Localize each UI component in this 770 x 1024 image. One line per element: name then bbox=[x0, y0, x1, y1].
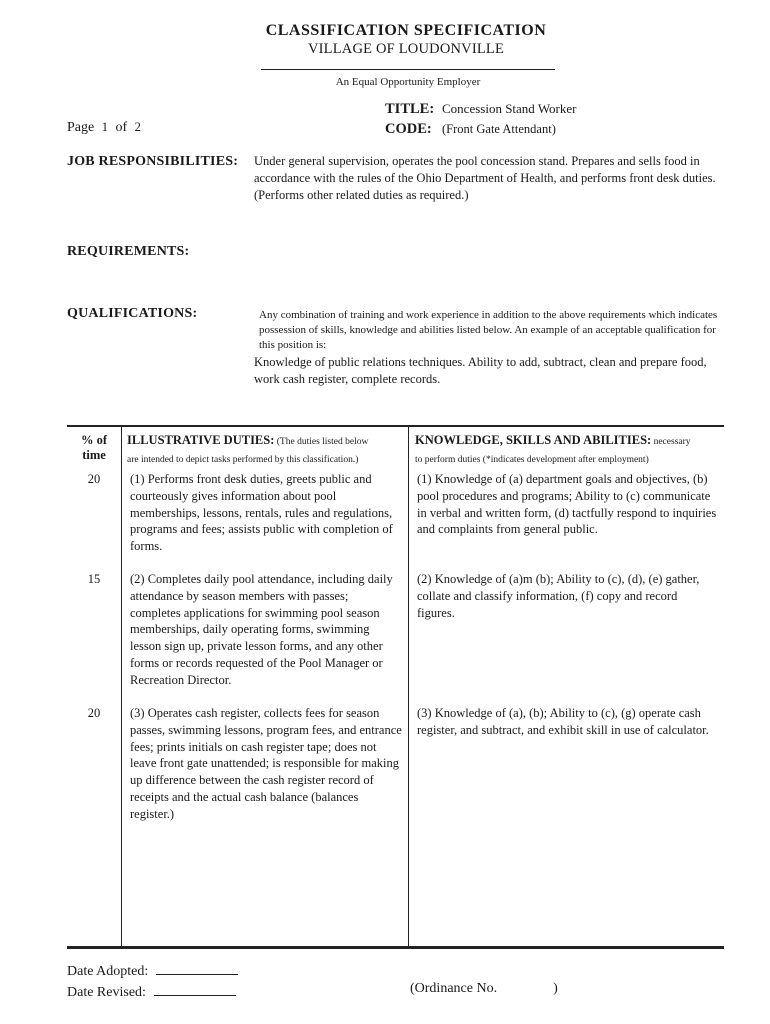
table-column-divider bbox=[408, 426, 409, 947]
qualifications-intro: Any combination of training and work experience in addition to the above requirements which indicates possession of skills, knowledge and abilities listed below. An example of an acceptable qualification for this position is: bbox=[259, 309, 718, 351]
requirements-heading: REQUIREMENTS: bbox=[67, 244, 190, 259]
ordinance-number bbox=[410, 981, 558, 997]
ksa-header-note: necessary bbox=[651, 437, 691, 447]
row-duty: (3) Operates cash register, collects fees for season passes, swimming lessons, program fees, and entrance fees; prints initials on cash register tape; does not leave front gate unattended; is responsible for making up difference between the cash register record of receipts and the actual cash balance (balances register.) bbox=[130, 706, 402, 821]
job-responsibilities-heading: JOB RESPONSIBILITIES: bbox=[67, 154, 239, 169]
code-label: CODE: bbox=[385, 121, 432, 137]
qualifications-heading: QUALIFICATIONS: bbox=[67, 306, 198, 321]
column-header-percent-line1: % of bbox=[80, 433, 108, 447]
table-column-divider bbox=[121, 426, 122, 947]
ordinance-label: (Ordinance No. bbox=[410, 981, 498, 996]
page-indicator bbox=[67, 120, 145, 136]
date-adopted-blank bbox=[156, 960, 238, 975]
qualifications-text: Knowledge of public relations techniques. Ability to add, subtract, clean and prepare food, work cash register, complete records. bbox=[254, 355, 707, 386]
page-label: Page bbox=[67, 120, 95, 135]
duties-header-note-line2: are intended to depict tasks performed by this classification.) bbox=[127, 455, 359, 465]
row-ksa: (1) Knowledge of (a) department goals and objectives, (b) pool procedures and programs; Ability to (c) communicate in verbal and written form, (d) tactfully respond to inquiries and complaints from general public. bbox=[417, 472, 717, 537]
job-responsibilities-text: Under general supervision, operates the pool concession stand. Prepares and sells food in accordance with the rules of the Ohio Department of Health, and performs front desk duties. (Performs other related duties as required.) bbox=[254, 154, 716, 202]
table-bottom-border bbox=[67, 946, 724, 949]
column-header-ksa bbox=[415, 433, 725, 468]
row-duty: (1) Performs front desk duties, greets public and courteously gives information about pool memberships, lessons, rentals, rules and regulations, programs and fees; assists public with completion of forms. bbox=[130, 472, 393, 554]
duties-header-note: (The duties listed below bbox=[274, 437, 369, 447]
ksa-header-title: KNOWLEDGE, SKILLS AND ABILITIES: bbox=[415, 433, 652, 447]
code-value: (Front Gate Attendant) bbox=[442, 122, 556, 136]
page-total: 2 bbox=[134, 120, 141, 134]
header-divider bbox=[261, 69, 555, 70]
date-revised-label: Date Revised: bbox=[67, 985, 146, 1000]
row-percent: 20 bbox=[87, 472, 101, 486]
row-duty: (2) Completes daily pool attendance, including daily attendance by season members with passes; completes applications for swimming pool season memberships, daily operating forms, swimming lesson sign up, private lesson forms, and any other forms or records requested of the Pool Manager or Recreation Director. bbox=[130, 572, 393, 687]
page-current: 1 bbox=[101, 120, 108, 134]
row-ksa: (2) Knowledge of (a)m (b); Ability to (c), (d), (e) gather, collate and classify information, (f) copy and record figures. bbox=[417, 572, 700, 620]
duties-header-title: ILLUSTRATIVE DUTIES: bbox=[127, 433, 275, 447]
column-header-percent-line2: time bbox=[82, 448, 106, 462]
title-label: TITLE: bbox=[385, 101, 435, 117]
date-revised bbox=[67, 981, 236, 1001]
ksa-header-note-line2: to perform duties (*indicates development after employment) bbox=[415, 455, 649, 465]
row-ksa: (3) Knowledge of (a), (b); Ability to (c), (g) operate cash register, and subtract, and exhibit skill in use of calculator. bbox=[417, 706, 709, 737]
table-top-border bbox=[67, 425, 724, 427]
ordinance-close: ) bbox=[553, 981, 558, 996]
row-percent: 15 bbox=[87, 572, 101, 586]
organization-name: VILLAGE OF LOUDONVILLE bbox=[307, 41, 505, 57]
title-value: Concession Stand Worker bbox=[442, 101, 577, 116]
date-revised-blank bbox=[154, 981, 236, 996]
row-percent: 20 bbox=[87, 706, 101, 720]
document-title: CLASSIFICATION SPECIFICATION bbox=[265, 22, 547, 39]
equal-opportunity-tagline: An Equal Opportunity Employer bbox=[335, 76, 481, 88]
date-adopted-label: Date Adopted: bbox=[67, 964, 149, 979]
page-of-label: of bbox=[115, 120, 128, 135]
column-header-illustrative-duties bbox=[127, 433, 405, 468]
date-adopted bbox=[67, 960, 238, 980]
column-header-percent-time bbox=[67, 433, 121, 463]
